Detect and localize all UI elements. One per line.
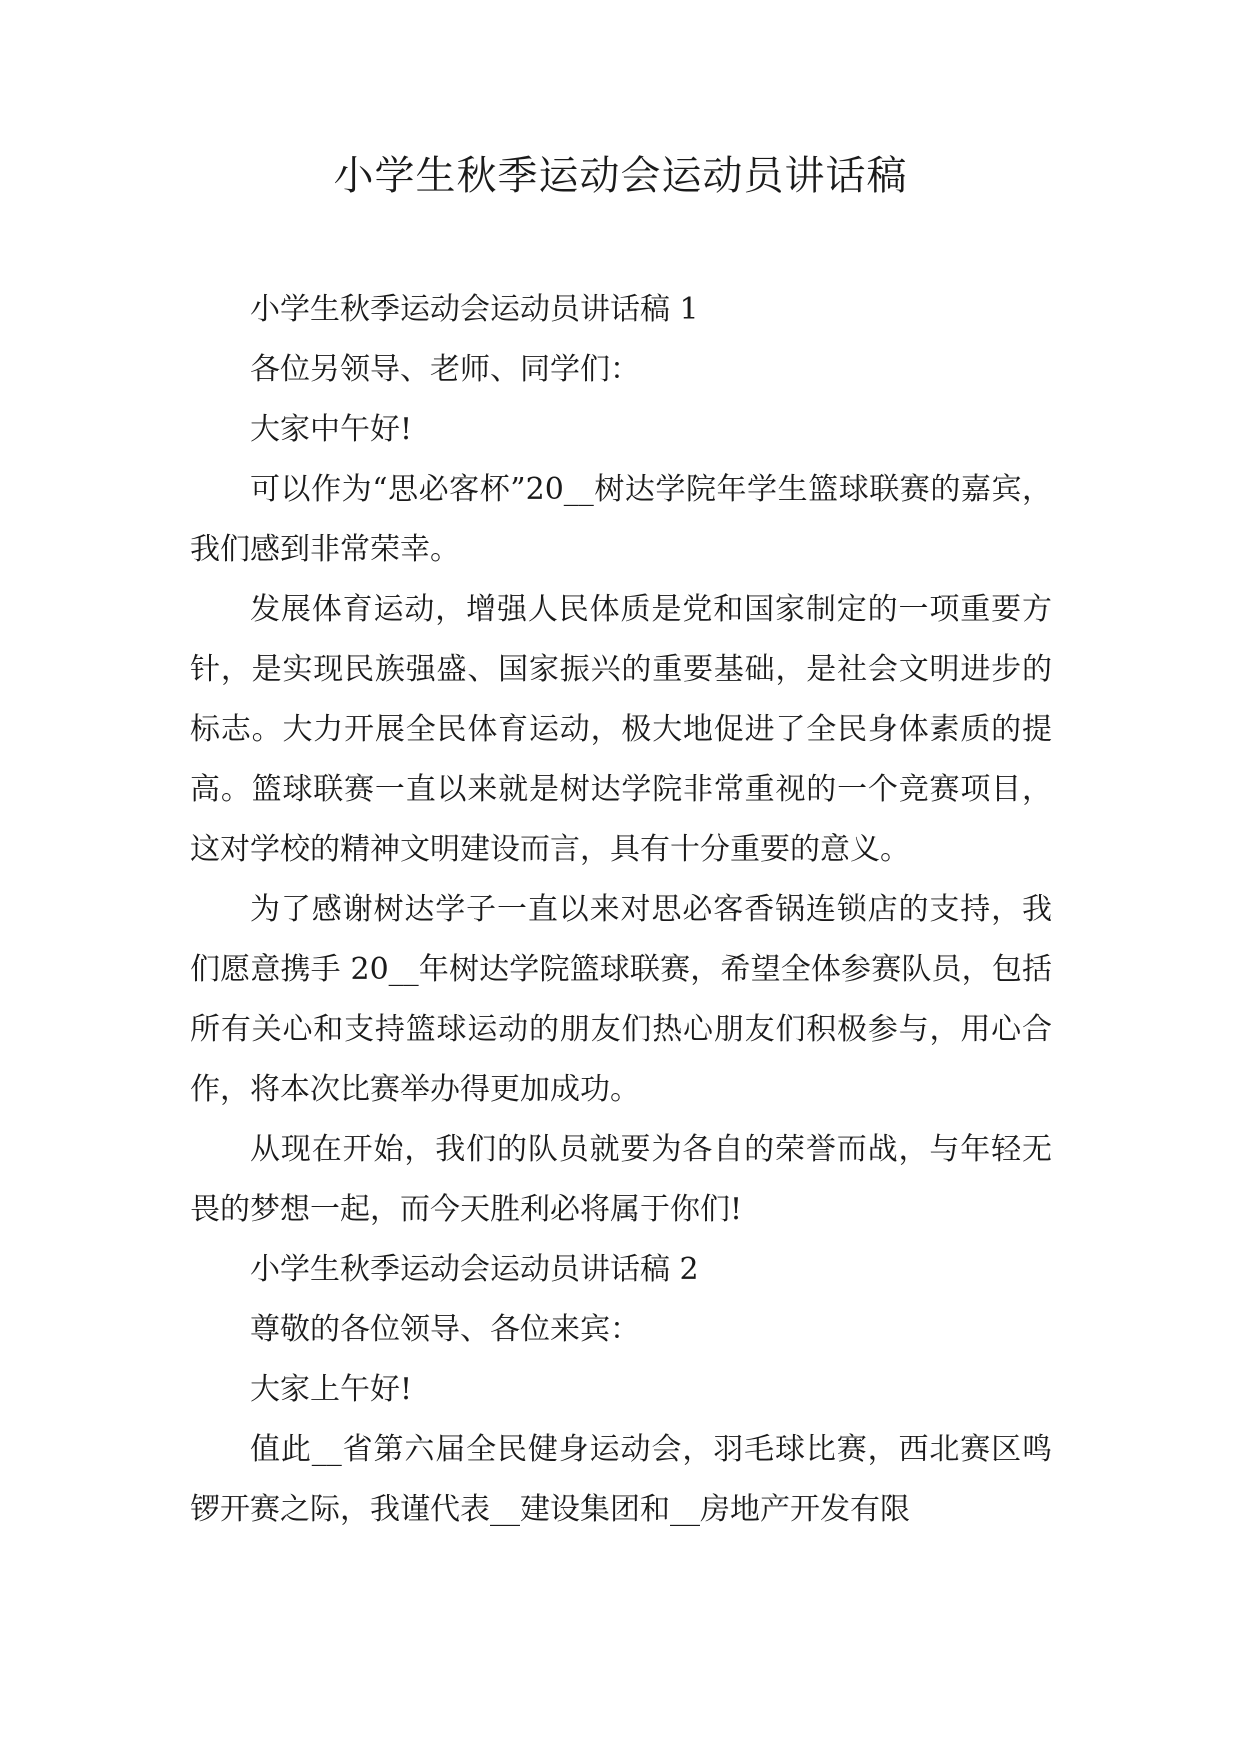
greeting-1: 大家中午好! xyxy=(250,412,413,447)
paragraph: 可以作为“思必客杯”20__树达学院年学生篮球联赛的嘉宾，我们感到非常荣幸。 xyxy=(190,472,1052,567)
paragraph: 值此__省第六届全民健身运动会，羽毛球比赛，西北赛区鸣锣开赛之际，我谨代表__建设集团和__房地产开发有限 xyxy=(190,1432,1052,1527)
paragraph: 发展体育运动，增强人民体质是党和国家制定的一项重要方针，是实现民族强盛、国家振兴的重要基础，是社会文明进步的标志。大力开展全民体育运动，极大地促进了全民身体素质的提高。篮球联赛一直以来就是树达学院非常重视的一个竞赛项目，这对学校的精神文明建设而言，具有十分重要的意义。 xyxy=(190,592,1052,867)
paragraph: 从现在开始，我们的队员就要为各自的荣誉而战，与年轻无畏的梦想一起，而今天胜利必将属于你们! xyxy=(190,1132,1052,1227)
speech-heading-1: 小学生秋季运动会运动员讲话稿 1 xyxy=(250,292,699,327)
paragraph: 为了感谢树达学子一直以来对思必客香锅连锁店的支持，我们愿意携手 20__年树达学院篮球联赛，希望全体参赛队员，包括所有关心和支持篮球运动的朋友们热心朋友们积极参与，用心合作，将本次比赛举办得更加成功。 xyxy=(190,892,1052,1107)
document-title: 小学生秋季运动会运动员讲话稿 xyxy=(333,153,908,199)
speech-heading-2: 小学生秋季运动会运动员讲话稿 2 xyxy=(250,1252,699,1287)
greeting-2: 大家上午好! xyxy=(250,1372,413,1407)
salutation-2: 尊敬的各位领导、各位来宾： xyxy=(250,1312,640,1347)
salutation-1: 各位另领导、老师、同学们： xyxy=(250,352,640,387)
document-body xyxy=(190,280,1052,1540)
